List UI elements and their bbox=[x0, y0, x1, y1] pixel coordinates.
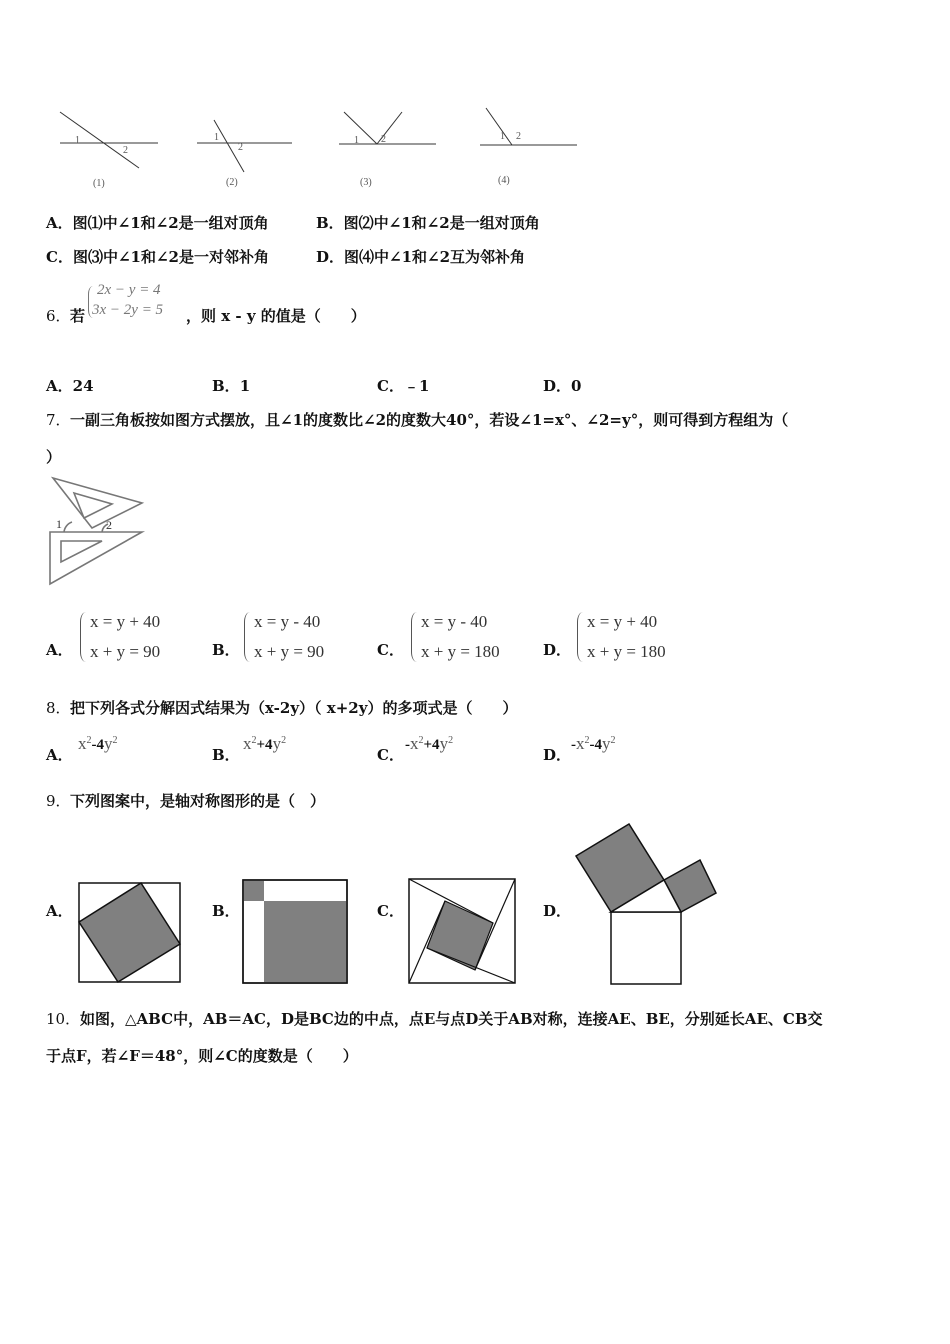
q7-option-a-system bbox=[80, 612, 180, 664]
q7-option-b-eq2: x + y = 90 bbox=[254, 642, 325, 661]
q8-option-d-letter: D． bbox=[543, 746, 572, 764]
fig4-angle2-label: 2 bbox=[516, 131, 521, 142]
q6-option-c-text: ﹣1 bbox=[403, 377, 430, 395]
fig3-angle2-label: 2 bbox=[381, 134, 386, 145]
fig3-caption: (3) bbox=[360, 177, 372, 188]
q8-option-b-expr bbox=[243, 734, 286, 754]
q8-d-sign: - bbox=[571, 737, 576, 753]
q8-c-op: +4 bbox=[423, 737, 440, 753]
q7-option-c-letter: C． bbox=[377, 641, 404, 659]
q6-option-d-text: 0 bbox=[571, 377, 582, 395]
q8-text: 把下列各式分解因式结果为（x-2y）（ x+2y）的多项式是（ ） bbox=[70, 699, 518, 717]
q8-d-term2: y bbox=[602, 734, 611, 753]
q6-option-d-letter: D． bbox=[543, 377, 572, 395]
q6-option-b-text: 1 bbox=[239, 377, 251, 395]
q7-option-a-eq2: x + y = 90 bbox=[90, 642, 161, 661]
q5-option-b: B．图⑵中∠1和∠2是一组对顶角 bbox=[316, 214, 540, 232]
q7-option-c-brace bbox=[411, 612, 418, 662]
q6-eq2: 3x − 2y = 5 bbox=[92, 302, 164, 318]
q7-angle2-label: 2 bbox=[106, 518, 112, 532]
q8-c-exp2: 2 bbox=[448, 735, 454, 746]
q9-figure-c bbox=[408, 878, 516, 984]
q8-d-op: -4 bbox=[589, 737, 602, 753]
q7-option-a-eq1: x = y + 40 bbox=[90, 612, 161, 631]
q8-b-op: +4 bbox=[256, 737, 273, 753]
q6-number: 6． bbox=[46, 307, 71, 325]
q8-option-d-expr bbox=[571, 734, 616, 754]
q9-figure-a bbox=[78, 880, 182, 984]
q8-option-a-expr bbox=[78, 734, 118, 754]
q7-option-d-brace bbox=[577, 612, 584, 662]
q7-option-d-eq1: x = y + 40 bbox=[587, 612, 658, 631]
q9-option-a-letter: A． bbox=[46, 902, 73, 920]
q8-a-term2: y bbox=[104, 734, 113, 753]
q8-c-term2: y bbox=[439, 734, 449, 753]
q6-eq1: 2x − y = 4 bbox=[97, 282, 161, 298]
q9-option-b-letter: B． bbox=[212, 902, 240, 920]
q9-figure-d bbox=[572, 822, 720, 986]
q7-option-b-eq1: x = y - 40 bbox=[254, 612, 321, 631]
q9-figure-b bbox=[242, 879, 348, 984]
q7-option-c-eq2: x + y = 180 bbox=[421, 642, 500, 661]
q7-option-b-letter: B． bbox=[212, 641, 240, 659]
q9-number: 9． bbox=[46, 792, 71, 810]
fig1-angle2-label: 2 bbox=[123, 145, 128, 156]
fig2-caption: (2) bbox=[226, 177, 238, 188]
q7-option-a-letter: A． bbox=[46, 641, 73, 659]
q9-option-d-letter: D． bbox=[543, 902, 572, 920]
q6-option-d bbox=[543, 375, 581, 396]
q7-text-line2: ） bbox=[46, 448, 62, 466]
q8-option-c-letter: C． bbox=[377, 746, 404, 764]
fig4-angle1-label: 1 bbox=[500, 131, 505, 142]
q6-option-b bbox=[212, 375, 250, 396]
q8-c-term1: x bbox=[410, 734, 419, 753]
q6-equation-system bbox=[88, 282, 188, 322]
q7-option-a-brace bbox=[80, 612, 87, 662]
q6-option-c bbox=[377, 375, 429, 396]
q7-option-d-letter: D． bbox=[543, 641, 572, 659]
q7-option-d-eq2: x + y = 180 bbox=[587, 642, 666, 661]
q7-angle1-label: 1 bbox=[56, 517, 62, 531]
q8-d-exp2: 2 bbox=[610, 735, 616, 746]
q7-set-square-figure bbox=[44, 474, 148, 590]
q8-c-exp1: 2 bbox=[418, 735, 424, 746]
q5-option-d: D．图⑷中∠1和∠2互为邻补角 bbox=[316, 248, 526, 266]
q7-number: 7． bbox=[46, 411, 71, 429]
fig2-angle2-label: 2 bbox=[238, 142, 243, 153]
q6-option-c-letter: C． bbox=[377, 377, 404, 395]
q8-b-term2: y bbox=[272, 734, 282, 753]
q9-text: 下列图案中，是轴对称图形的是（ ） bbox=[70, 792, 326, 810]
q7-option-b-brace bbox=[244, 612, 251, 662]
q6-option-a-text: 24 bbox=[72, 377, 94, 395]
q5-option-c: C．图⑶中∠1和∠2是一对邻补角 bbox=[46, 248, 269, 266]
q6-suffix: ，则 x - y 的值是（ ） bbox=[186, 307, 366, 325]
q8-d-term1: x bbox=[576, 734, 585, 753]
q7-option-d-system bbox=[577, 612, 682, 664]
q8-a-exp1: 2 bbox=[86, 735, 92, 746]
q8-option-a-letter: A． bbox=[46, 746, 73, 764]
q8-b-term1: x bbox=[243, 734, 252, 753]
q8-option-b-letter: B． bbox=[212, 746, 240, 764]
q8-d-exp1: 2 bbox=[584, 735, 590, 746]
fig2-angle1-label: 1 bbox=[214, 132, 219, 143]
fig3-angle1-label: 1 bbox=[354, 135, 359, 146]
q6-prefix: 若 bbox=[70, 307, 86, 325]
q8-option-c-expr bbox=[405, 734, 453, 754]
q5-option-a: A．图⑴中∠1和∠2是一组对顶角 bbox=[46, 214, 269, 232]
q7-text-line1: 一副三角板按如图方式摆放，且∠1的度数比∠2的度数大40°，若设∠1=x°、∠2=y°，则可得到方程组为（ bbox=[70, 411, 789, 429]
q8-a-op: -4 bbox=[91, 737, 104, 753]
q6-option-a bbox=[46, 375, 94, 396]
q10-text-line1: 如图，△ABC中，AB＝AC，D是BC边的中点，点E与点D关于AB对称，连接AE、BE，分别延长AE、CB交 bbox=[80, 1010, 823, 1028]
q6-option-b-letter: B． bbox=[212, 377, 240, 395]
q8-b-exp1: 2 bbox=[251, 735, 257, 746]
q10-number: 10． bbox=[46, 1010, 81, 1028]
fig1-angle1-label: 1 bbox=[75, 135, 80, 146]
fig1-caption: (1) bbox=[93, 178, 105, 189]
q7-option-b-system bbox=[244, 612, 344, 664]
q7-option-c-eq1: x = y - 40 bbox=[421, 612, 488, 631]
q8-a-term1: x bbox=[78, 734, 87, 753]
q9-option-c-letter: C． bbox=[377, 902, 404, 920]
q6-option-a-letter: A． bbox=[46, 377, 73, 395]
fig4-caption: (4) bbox=[498, 175, 510, 186]
q8-c-sign: - bbox=[405, 737, 410, 753]
q10-text-line2: 于点F，若∠F＝48°，则∠C的度数是（ ） bbox=[46, 1047, 358, 1065]
q7-option-c-system bbox=[411, 612, 516, 664]
q8-b-exp2: 2 bbox=[281, 735, 287, 746]
q8-a-exp2: 2 bbox=[112, 735, 118, 746]
q8-number: 8． bbox=[46, 699, 71, 717]
